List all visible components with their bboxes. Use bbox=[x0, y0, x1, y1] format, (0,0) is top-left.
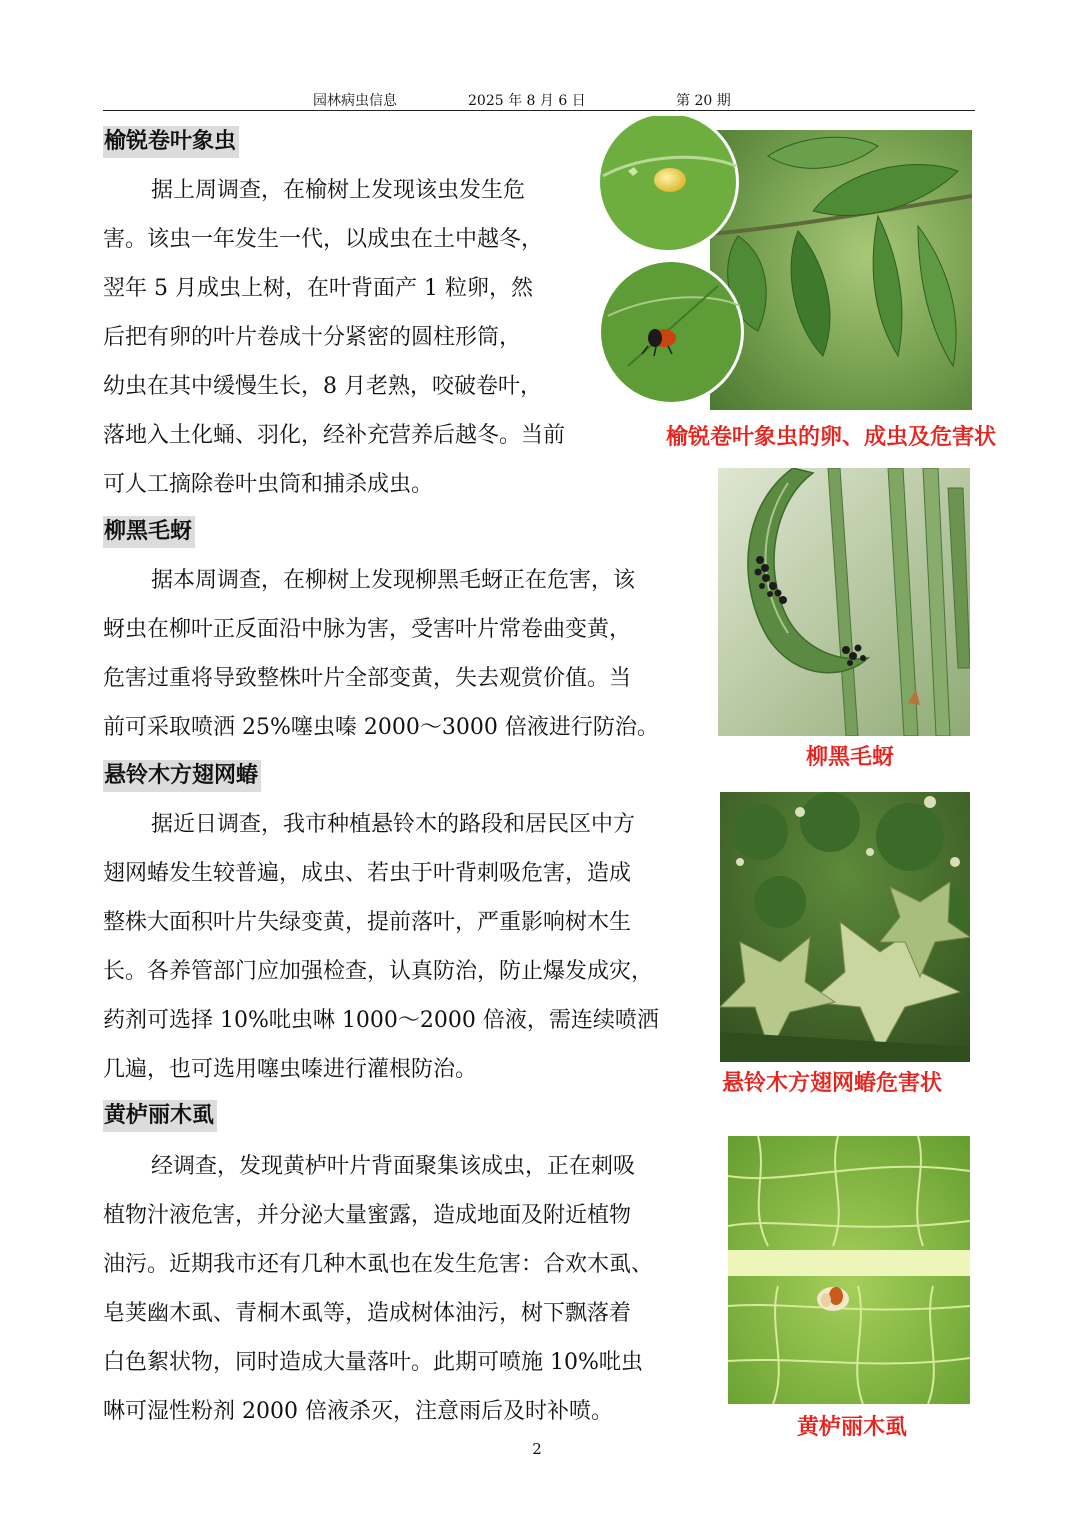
section-body-sycamore-lace-bug bbox=[103, 800, 659, 1094]
page-number: 2 bbox=[532, 1440, 542, 1458]
text-line: 蚜虫在柳叶正反面沿中脉为害，受害叶片常卷曲变黄， bbox=[103, 617, 632, 642]
section-body-elm-weevil bbox=[103, 166, 565, 509]
text-line: 据近日调查，我市种植悬铃木的路段和居民区中方 bbox=[151, 812, 636, 837]
section-heading-sycamore-lace-bug: 悬铃木方翅网蝽 bbox=[103, 760, 261, 792]
section-heading-elm-weevil: 榆锐卷叶象虫 bbox=[103, 126, 239, 158]
caption-sycamore-lace-bug: 悬铃木方翅网蝽危害状 bbox=[722, 1071, 943, 1096]
text-line: 皂荚幽木虱、青桐木虱等，造成树体油污，树下飘落着 bbox=[103, 1301, 632, 1326]
text-line: 可人工摘除卷叶虫筒和捕杀成虫。 bbox=[103, 472, 434, 497]
text-line: 植物汁液危害，并分泌大量蜜露，造成地面及附近植物 bbox=[103, 1203, 632, 1228]
text-line: 据本周调查，在柳树上发现柳黑毛蚜正在危害，该 bbox=[151, 568, 636, 593]
text-line: 油污。近期我市还有几种木虱也在发生危害：合欢木虱、 bbox=[103, 1252, 654, 1277]
text-line: 药剂可选择 10%吡虫啉 1000～2000 倍液，需连续喷洒 bbox=[103, 1008, 659, 1033]
text-line: 前可采取喷洒 25%噻虫嗪 2000～3000 倍液进行防治。 bbox=[103, 715, 659, 740]
header-issue: 第 20 期 bbox=[676, 93, 731, 109]
page-header bbox=[103, 88, 975, 111]
text-line: 几遍，也可选用噻虫嗪进行灌根防治。 bbox=[103, 1057, 478, 1082]
section-heading-willow-aphid: 柳黑毛蚜 bbox=[103, 516, 195, 548]
text-line: 据上周调查，在榆树上发现该虫发生危 bbox=[151, 178, 526, 203]
photo-willow-aphid bbox=[718, 468, 970, 736]
photo-smoketree-psyllid bbox=[728, 1136, 970, 1404]
text-line: 害。该虫一年发生一代，以成虫在土中越冬， bbox=[103, 227, 544, 252]
text-line: 整株大面积叶片失绿变黄，提前落叶，严重影响树木生 bbox=[103, 910, 632, 935]
caption-elm-weevil: 榆锐卷叶象虫的卵、成虫及危害状 bbox=[666, 425, 997, 450]
section-body-willow-aphid bbox=[103, 556, 659, 752]
caption-smoketree-psyllid: 黄栌丽木虱 bbox=[797, 1415, 908, 1440]
text-line: 白色絮状物，同时造成大量落叶。此期可喷施 10%吡虫 bbox=[103, 1350, 643, 1375]
text-line: 后把有卵的叶片卷成十分紧密的圆柱形筒， bbox=[103, 325, 522, 350]
header-date: 2025 年 8 月 6 日 bbox=[468, 93, 586, 109]
photo-sycamore-lace-bug bbox=[720, 792, 970, 1062]
text-line: 经调查，发现黄栌叶片背面聚集该成虫，正在刺吸 bbox=[151, 1154, 636, 1179]
text-line: 落地入土化蛹、羽化，经补充营养后越冬。当前 bbox=[103, 423, 566, 448]
text-line: 啉可湿性粉剂 2000 倍液杀灭，注意雨后及时补喷。 bbox=[103, 1399, 613, 1424]
photo-elm-weevil bbox=[598, 116, 972, 410]
text-line: 幼虫在其中缓慢生长，8 月老熟，咬破卷叶， bbox=[103, 374, 542, 399]
text-line: 危害过重将导致整株叶片全部变黄，失去观赏价值。当 bbox=[103, 666, 632, 691]
header-title: 园林病虫信息 bbox=[313, 93, 397, 109]
caption-willow-aphid: 柳黑毛蚜 bbox=[806, 745, 895, 770]
text-line: 翌年 5 月成虫上树，在叶背面产 1 粒卵，然 bbox=[103, 276, 533, 301]
section-heading-smoketree-psyllid: 黄栌丽木虱 bbox=[103, 1100, 217, 1132]
text-line: 长。各养管部门应加强检查，认真防治，防止爆发成灾， bbox=[103, 959, 654, 984]
text-line: 翅网蝽发生较普遍，成虫、若虫于叶背刺吸危害，造成 bbox=[103, 861, 632, 886]
section-body-smoketree-psyllid bbox=[103, 1142, 653, 1436]
